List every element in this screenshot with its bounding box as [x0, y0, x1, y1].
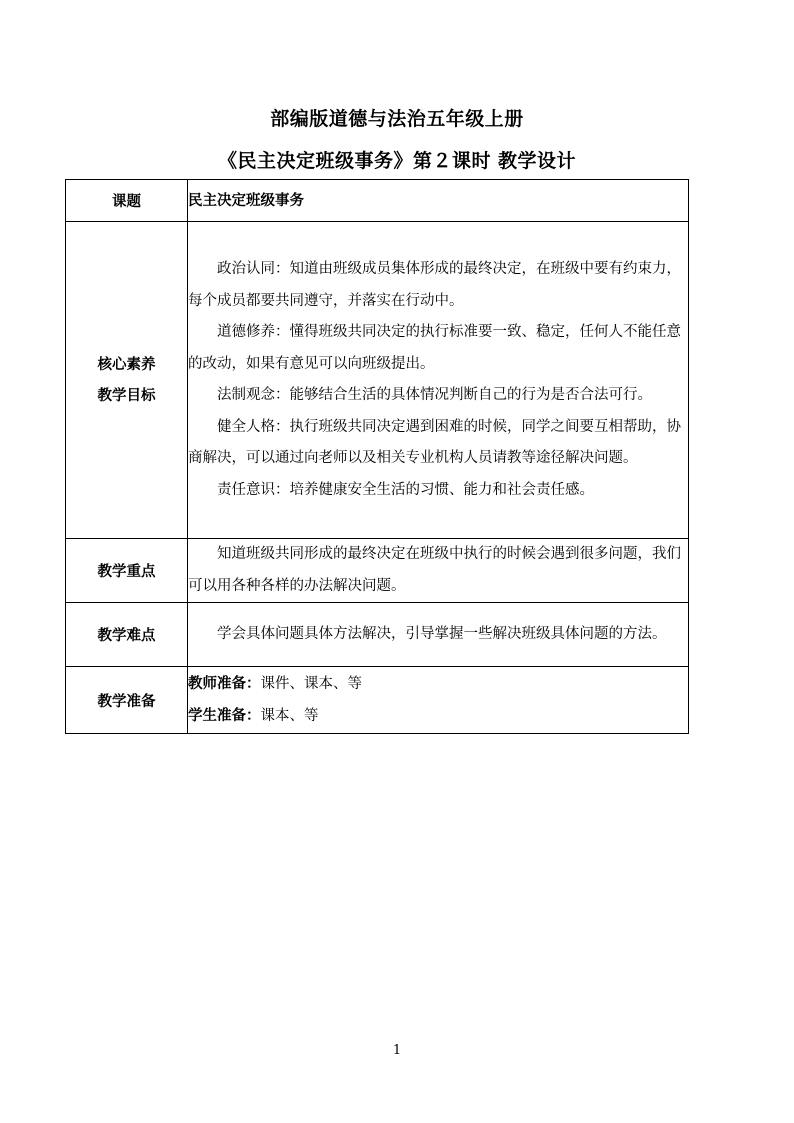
objectives-label [66, 222, 188, 539]
difficulties-label: 教学难点 [66, 603, 188, 667]
table-row-key-points [66, 539, 689, 603]
teacher-preparation-value: 课件、课本、等 [260, 676, 362, 692]
table-row-topic [66, 180, 689, 222]
student-preparation-value: 课本、等 [260, 708, 319, 724]
difficulties-text: 学会具体问题具体方法解决，引导掌握一些解决班级具体问题的方法。 [217, 625, 667, 642]
objective-political: 政治认同：知道由班级成员集体形成的最终决定，在班级中要有约束力，每个成员都要共同遵守，并落实在行动中。 [188, 261, 681, 309]
preparation-label: 教学准备 [66, 667, 188, 734]
page-number: 1 [392, 1043, 402, 1058]
document-title: 部编版道德与法治五年级上册 [270, 108, 524, 130]
document-subtitle: 《民主决定班级事务》第２课时 教学设计 [217, 150, 577, 172]
student-preparation [188, 700, 688, 732]
teacher-preparation [188, 668, 688, 700]
key-points-label: 教学重点 [66, 539, 188, 603]
student-preparation-label: 学生准备： [188, 707, 261, 724]
lesson-design-table [65, 179, 689, 734]
objective-personality: 健全人格：执行班级共同决定遇到困难的时候，同学之间要互相帮助，协商解决，可以通过向老师以及相关专业机构人员请教等途径解决问题。 [188, 418, 681, 466]
table-row-objectives [66, 222, 689, 539]
objectives-label-line2: 教学目标 [97, 387, 156, 404]
preparation-cell [188, 667, 689, 734]
key-points-text: 知道班级共同形成的最终决定在班级中执行的时候会遇到很多问题，我们可以用各种各样的办法解决问题。 [188, 546, 681, 594]
difficulties-cell [188, 603, 689, 667]
topic-cell [188, 180, 689, 222]
key-points-cell [188, 539, 689, 603]
objective-responsibility: 责任意识：培养健康安全生活的习惯、能力和社会责任感。 [217, 481, 594, 498]
objectives-label-line1: 核心素养 [97, 356, 156, 373]
objective-legal: 法制观念：能够结合生活的具体情况判断自己的行为是否合法可行。 [217, 387, 652, 403]
topic-value: 民主决定班级事务 [188, 191, 304, 209]
objective-morality: 道德修养：懂得班级共同决定的执行标准要一致、稳定，任何人不能任意的改动，如果有意见可以向班级提出。 [188, 324, 681, 372]
topic-label: 课题 [66, 180, 188, 222]
teacher-preparation-label: 教师准备： [188, 675, 261, 692]
table-row-difficulties [66, 603, 689, 667]
objectives-cell [188, 222, 689, 539]
table-row-preparation [66, 667, 689, 734]
